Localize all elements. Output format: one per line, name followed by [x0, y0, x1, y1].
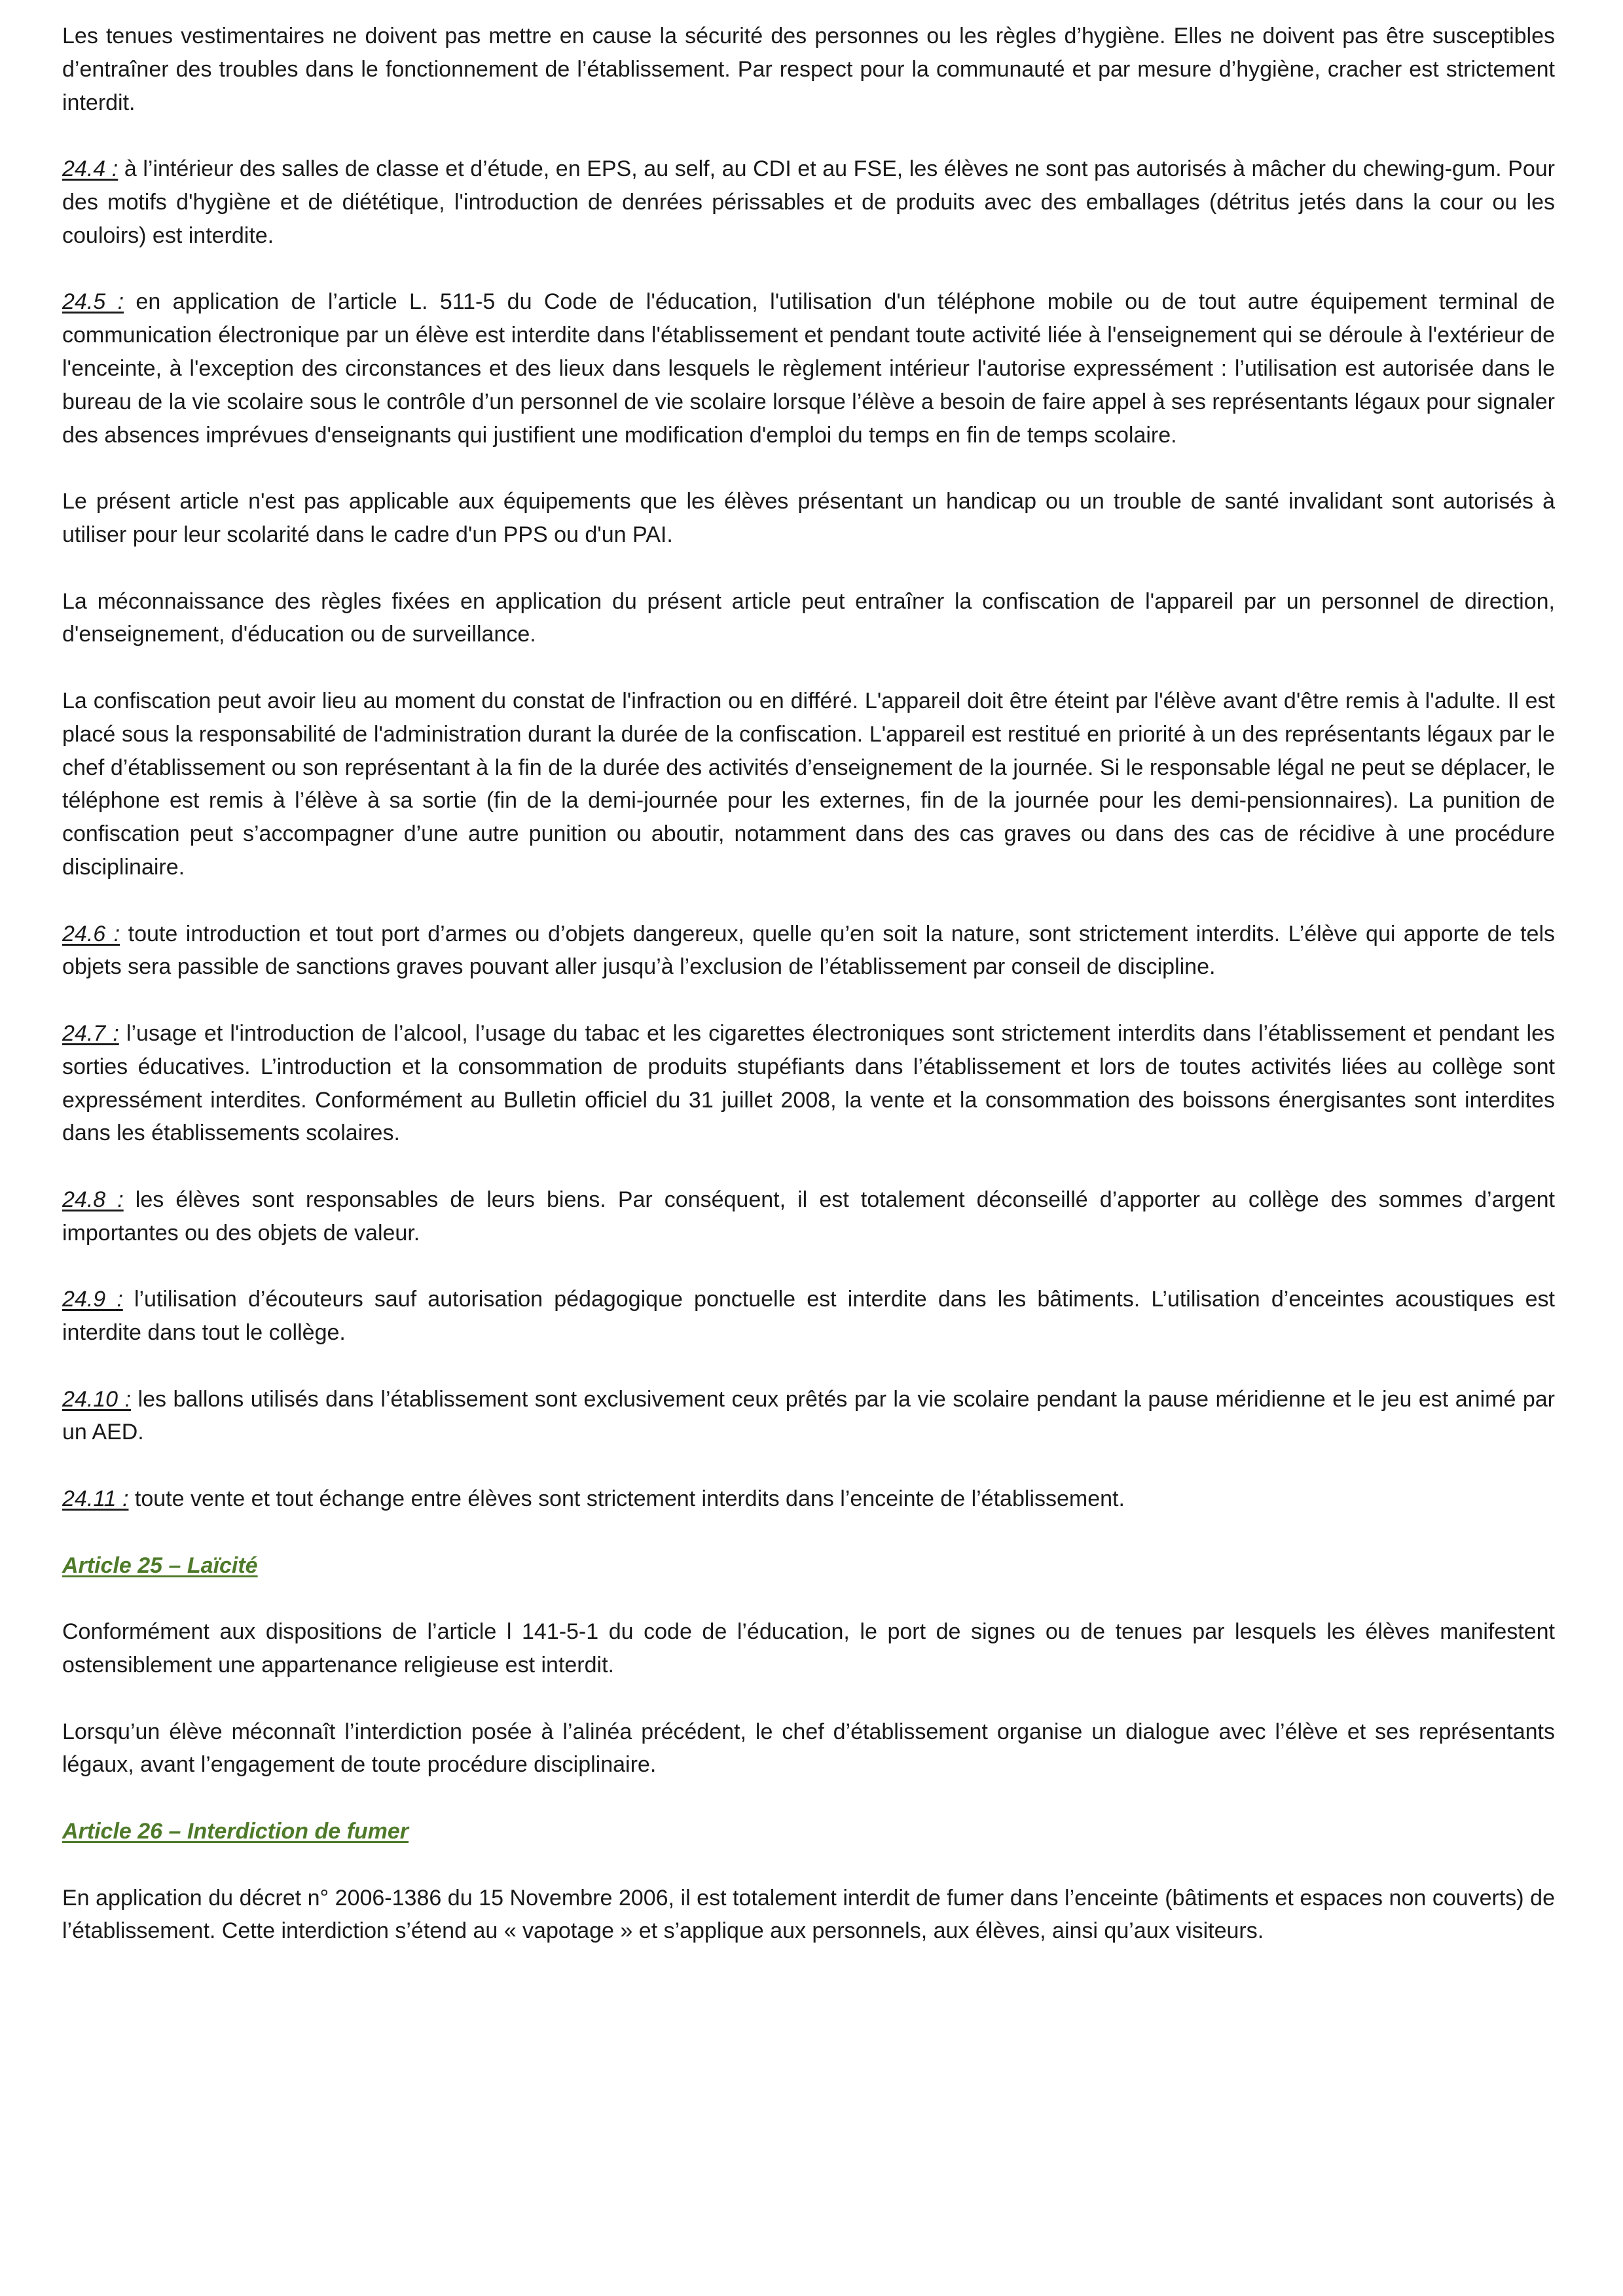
paragraph-tenues: Les tenues vestimentaires ne doivent pas mettre en cause la sécurité des personnes ou les règles d’hygiène. Elles ne doivent pas être susceptibles d’entraîner des troubles dans le fonctionnement de l’établissement. Par respect pour la communauté et par mesure d’hygiène, cracher est strictement interdit. — [62, 24, 1555, 115]
item-text: l’usage et l'introduction de l’alcool, l’usage du tabac et les cigarettes électroniques sont strictement interdits dans l’établissement et pendant les sorties éducatives. L’introduction et la consommation de produits stupéfiants dans l’établissement et lors de toutes activités liées au collège sont expressément interdites. Conformément au Bulletin officiel du 31 juillet 2008, la vente et la consommation des boissons énergisantes sont interdites dans les établissements scolaires. — [62, 1020, 1555, 1146]
article-25-paragraph-2: Lorsqu’un élève méconnaît l’interdiction posée à l’alinéa précédent, le chef d’établissement organise un dialogue avec l’élève et ses représentants légaux, avant l’engagement de toute procédure disciplinaire. — [62, 1719, 1555, 1778]
item-text: l’utilisation d’écouteurs sauf autorisation pédagogique ponctuelle est interdite dans les bâtiments. L’utilisation d’enceintes acoustiques est interdite dans tout le collège. — [62, 1287, 1555, 1346]
item-text: toute vente et tout échange entre élèves sont strictement interdits dans l’enceinte de l’établissement. — [128, 1486, 1125, 1512]
item-number: 24.7 : — [62, 1020, 119, 1046]
item-number: 24.9 : — [62, 1287, 123, 1312]
item-24-9 — [62, 1283, 1555, 1350]
article-26-heading: Article 26 – Interdiction de fumer — [62, 1819, 409, 1844]
item-number: 24.11 : — [62, 1486, 129, 1512]
item-number: 24.6 : — [62, 921, 120, 946]
item-text: en application de l’article L. 511-5 du Code de l'éducation, l'utilisation d'un téléphone mobile ou de tout autre équipement terminal de communication électronique par un élève est interdite dans l'établissement et pendant toute activité liée à l'enseignement qui se déroule à l'extérieur de l'enceinte, à l'exception des circonstances et des lieux dans lesquels le règlement intérieur l'autorise expressément : l’utilisation est autorisée dans le bureau de la vie scolaire sous le contrôle d’un personnel de vie scolaire lorsque l’élève a besoin de faire appel à ses représentants légaux pour signaler des absences imprévues d'enseignants qui justifient une modification d'emploi du temps en fin de temps scolaire. — [62, 289, 1555, 448]
item-24-10 — [62, 1383, 1555, 1450]
item-number: 24.8 : — [62, 1187, 124, 1212]
item-number: 24.4 : — [62, 156, 119, 182]
item-24-8 — [62, 1183, 1555, 1250]
item-24-5 — [62, 285, 1555, 452]
paragraph-pps-pai: Le présent article n'est pas applicable aux équipements que les élèves présentant un handicap ou un trouble de santé invalidant sont autorisés à utiliser pour leur scolarité dans le cadre d'un PPS ou d'un PAI. — [62, 489, 1555, 547]
item-number: 24.5 : — [62, 289, 124, 315]
item-text: à l’intérieur des salles de classe et d’étude, en EPS, au self, au CDI et au FSE, les élèves ne sont pas autorisés à mâcher du chewing-gum. Pour des motifs d'hygiène et de diététique, l'introduction de denrées périssables et de produits avec des emballages (détritus jetés dans la cour ou les couloirs) est interdite. — [62, 156, 1555, 248]
item-24-7 — [62, 1017, 1555, 1150]
item-text: les élèves sont responsables de leurs biens. Par conséquent, il est totalement déconseillé d’apporter au collège des sommes d’argent importantes ou des objets de valeur. — [62, 1187, 1555, 1246]
item-24-4 — [62, 152, 1555, 252]
article-26-paragraph-1: En application du décret n° 2006-1386 du 15 Novembre 2006, il est totalement interdit de fumer dans l’enceinte (bâtiments et espaces non couverts) de l’établissement. Cette interdiction s’étend au « vapotage » et s’applique aux personnels, aux élèves, ainsi qu’aux visiteurs. — [62, 1885, 1555, 1944]
paragraph-confiscation: La confiscation peut avoir lieu au moment du constat de l'infraction ou en différé. L'appareil doit être éteint par l'élève avant d'être remis à l'adulte. Il est placé sous la responsabilité de l'administration durant la durée de la confiscation. L'appareil est restitué en priorité à un des représentants légaux par le chef d’établissement ou son représentant à la fin de la durée des activités d’enseignement de la journée. Si le responsable légal ne peut se déplacer, le téléphone est remis à l’élève à sa sortie (fin de la demi-journée pour les externes, fin de la journée pour les demi-pensionnaires). La punition de confiscation peut s’accompagner d’une autre punition ou aboutir, notamment dans des cas graves ou dans des cas de récidive à une procédure disciplinaire. — [62, 688, 1555, 880]
item-24-6 — [62, 918, 1555, 984]
article-25-paragraph-1: Conformément aux dispositions de l’article l 141-5-1 du code de l’éducation, le port de signes ou de tenues par lesquels les élèves manifestent ostensiblement une appartenance religieuse est interdit. — [62, 1619, 1555, 1678]
item-text: toute introduction et tout port d’armes ou d’objets dangereux, quelle qu’en soit la nature, sont strictement interdits. L’élève qui apporte de tels objets sera passible de sanctions graves pouvant aller jusqu’à l’exclusion de l’établissement par conseil de discipline. — [62, 921, 1555, 980]
paragraph-meconnaissance: La méconnaissance des règles fixées en application du présent article peut entraîner la confiscation de l'appareil par un personnel de direction, d'enseignement, d'éducation ou de surveillance. — [62, 588, 1555, 647]
article-25-heading: Article 25 – Laïcité — [62, 1552, 258, 1578]
item-text: les ballons utilisés dans l’établissement sont exclusivement ceux prêtés par la vie scolaire pendant la pause méridienne et le jeu est animé par un AED. — [62, 1386, 1555, 1445]
item-number: 24.10 : — [62, 1386, 132, 1412]
item-24-11 — [62, 1482, 1555, 1516]
document-page — [62, 20, 1555, 1981]
